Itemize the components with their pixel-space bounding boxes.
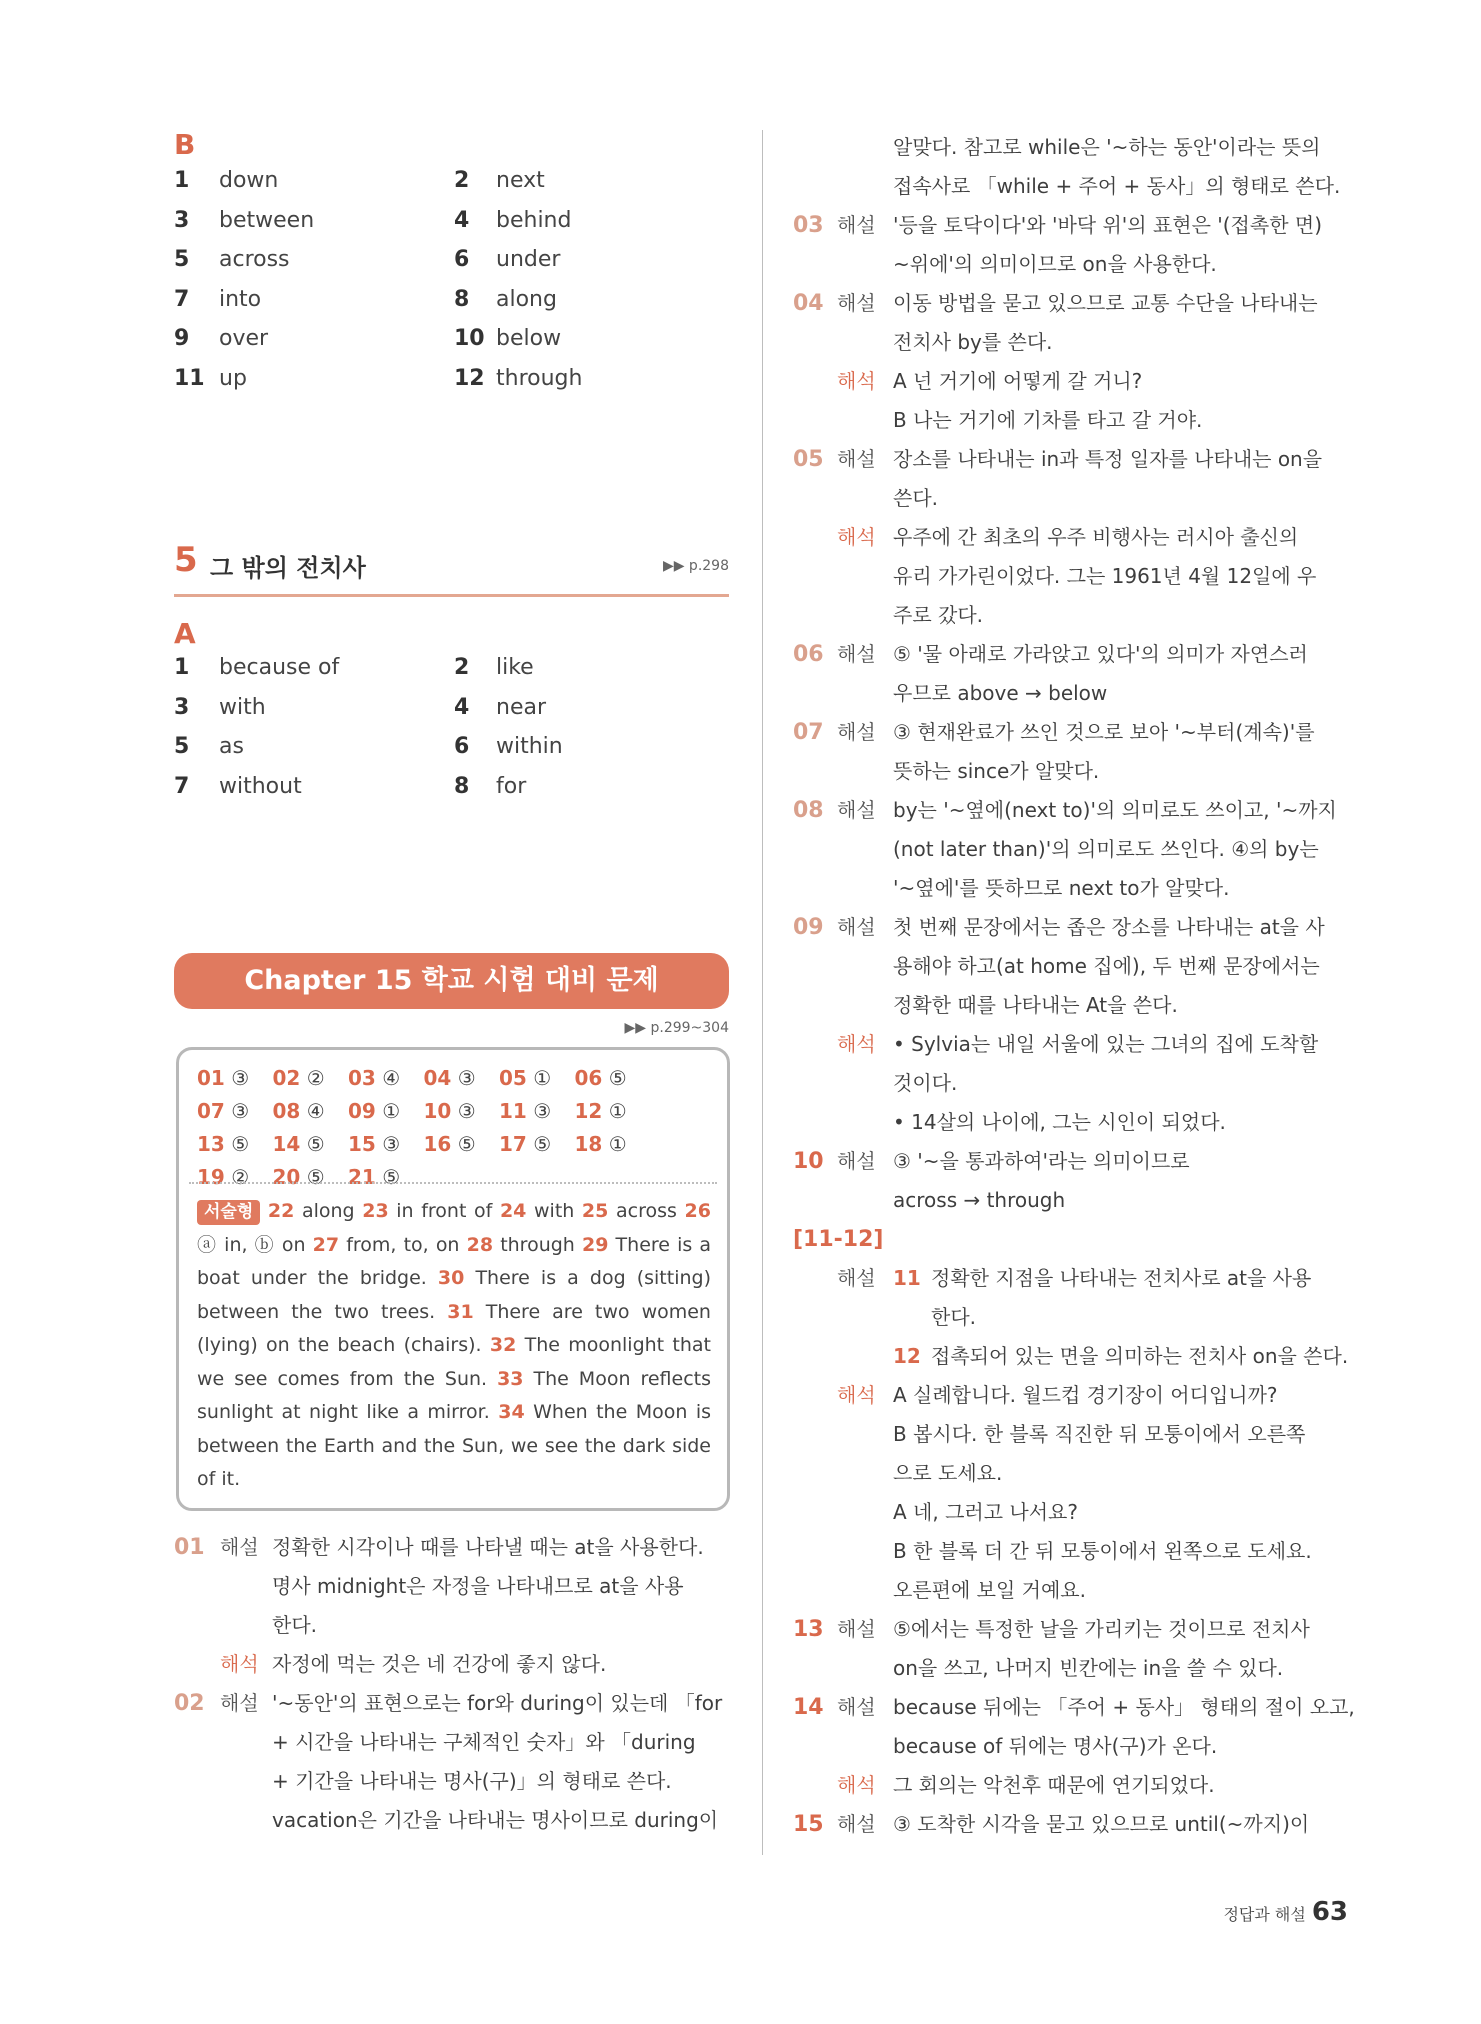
- written-question-number: 28: [466, 1233, 494, 1256]
- mc-answer: [348, 1066, 400, 1090]
- mc-answer: [197, 1066, 249, 1090]
- explanation-line: 한다.: [931, 1305, 976, 1329]
- explanation-line: vacation은 기간을 나타내는 명사이므로 during이: [272, 1808, 719, 1832]
- translation-line: A 네, 그러고 나서요?: [893, 1500, 1078, 1524]
- explanation-line: 용해야 하고(at home 집에), 두 번째 문장에서는: [893, 954, 1320, 978]
- translation-line: • Sylvia는 내일 서울에 있는 그녀의 집에 도착할: [893, 1032, 1319, 1056]
- mc-answer: [424, 1099, 476, 1123]
- written-answer-text: ⓐ in, ⓑ on: [197, 1233, 306, 1256]
- written-answer-text: along: [301, 1200, 355, 1222]
- mc-answer-value: ⑤: [306, 1132, 325, 1156]
- mc-question-number: 14: [272, 1132, 301, 1156]
- mc-answer-value: ⑤: [306, 1165, 325, 1189]
- mc-question-number: 01: [197, 1066, 225, 1090]
- mc-question-number: 07: [197, 1099, 225, 1123]
- written-question-number: 30: [437, 1267, 465, 1289]
- haeseok-label: 해석: [837, 1032, 876, 1056]
- mc-question-number: 21: [348, 1165, 376, 1189]
- chapter-banner: Chapter 15 학교 시험 대비 문제: [174, 953, 729, 1009]
- mc-answer-value: ①: [533, 1066, 552, 1090]
- mc-answer-value: ⑤: [231, 1132, 250, 1156]
- question-group-number: [11-12]: [793, 1227, 884, 1252]
- haeseol-label: 해설: [837, 915, 876, 939]
- answer-row: [174, 287, 734, 327]
- page-reference: ▶▶ p.298: [662, 558, 729, 574]
- answer-number: 2: [454, 655, 470, 680]
- written-question-number: 32: [489, 1334, 517, 1356]
- written-answer-text: There is a dog (sitting) between the two trees.: [197, 1267, 711, 1323]
- question-number: 07: [793, 720, 824, 745]
- answer-text: into: [219, 286, 262, 312]
- answer-text: over: [219, 326, 269, 351]
- explanation-line: (not later than)'의 의미로도 쓰인다. ④의 by는: [893, 837, 1319, 861]
- answer-row: [174, 774, 734, 814]
- haeseol-label: 해설: [837, 720, 876, 744]
- mc-answer: [197, 1099, 249, 1123]
- explanation-line: 접촉되어 있는 면을 의미하는 전치사 on을 쓴다.: [931, 1344, 1349, 1368]
- answer-number: 3: [174, 207, 190, 233]
- haeseok-label: 해석: [837, 1773, 876, 1797]
- mc-question-number: 15: [348, 1132, 376, 1156]
- written-answer-text: through: [500, 1233, 575, 1256]
- answer-number: 10: [454, 326, 485, 351]
- explanation-line: ③ 도착한 시각을 묻고 있으므로 until(~까지)이: [893, 1812, 1310, 1836]
- mc-answer-value: ③: [457, 1066, 476, 1090]
- answer-number: 1: [174, 655, 190, 680]
- answer-row: [174, 168, 734, 208]
- written-answer-text: across: [615, 1200, 677, 1222]
- haeseol-label: 해설: [837, 1812, 876, 1836]
- answer-row: [174, 208, 734, 248]
- mc-answer: [348, 1099, 400, 1123]
- explanation-line: 장소를 나타내는 in과 특정 일자를 나타내는 on을: [893, 447, 1323, 471]
- explanation-line: '등을 토닥이다'와 '바닥 위'의 표현은 '(접촉한 면): [893, 213, 1322, 237]
- mc-question-number: 20: [272, 1165, 301, 1189]
- explanation-line: ③ 현재완료가 쓰인 것으로 보아 '~부터(계속)'를: [893, 720, 1315, 744]
- mc-answer-value: ③: [382, 1132, 401, 1156]
- answer-row: [174, 695, 734, 735]
- answer-text: between: [219, 207, 315, 233]
- answer-number: 8: [454, 286, 470, 312]
- page-number: 63: [1311, 1897, 1348, 1927]
- answer-row: [174, 326, 734, 366]
- explanation-line: 전치사 by를 쓴다.: [893, 330, 1053, 354]
- explanation-line: ③ '~을 통과하여'라는 의미이므로: [893, 1149, 1190, 1173]
- mc-answer-value: ④: [382, 1066, 401, 1090]
- mc-question-number: 06: [574, 1066, 603, 1090]
- sub-question-number: 12: [893, 1344, 921, 1368]
- section-a-letter: A: [174, 617, 196, 650]
- answer-text: without: [219, 773, 302, 799]
- mc-answer: [273, 1132, 325, 1156]
- answer-text: next: [496, 168, 545, 193]
- translation-line: 오른편에 보일 거예요.: [893, 1578, 1086, 1602]
- mc-answer: [424, 1132, 476, 1156]
- explanation-line: because of 뒤에는 명사(구)가 온다.: [893, 1734, 1218, 1758]
- answer-number: 9: [174, 326, 190, 351]
- mc-answer: [499, 1066, 551, 1090]
- written-question-number: 24: [499, 1200, 527, 1222]
- answer-text: up: [219, 365, 247, 391]
- haeseol-label: 해설: [837, 798, 876, 822]
- explanation-line: ~위에'의 의미이므로 on을 사용한다.: [893, 252, 1217, 276]
- answer-number: 7: [174, 286, 190, 312]
- answer-text: along: [496, 286, 557, 312]
- written-question-number: 22: [267, 1200, 295, 1222]
- explanation-line: '~동안'의 표현으로는 for와 during이 있는데 「for: [272, 1691, 723, 1715]
- answer-number: 4: [454, 694, 470, 720]
- question-number: 15: [793, 1812, 824, 1837]
- chapter-page-reference: ▶▶ p.299~304: [624, 1020, 729, 1036]
- explanation-line: + 시간을 나타내는 구체적인 숫자」와 「during: [272, 1730, 696, 1754]
- question-number: 03: [793, 213, 824, 238]
- answer-text: behind: [496, 207, 572, 233]
- column-divider: [762, 130, 763, 1855]
- answer-text: below: [496, 326, 562, 351]
- translation-line: • 14살의 나이에, 그는 시인이 되었다.: [893, 1110, 1226, 1134]
- explanation-line: 우므로 above → below: [893, 681, 1108, 705]
- answer-number: 4: [454, 207, 470, 233]
- written-question-number: 29: [581, 1233, 609, 1256]
- explanation-line: ⑤ '물 아래로 가라앉고 있다'의 의미가 자연스러: [893, 642, 1308, 666]
- translation-line: 우주에 간 최초의 우주 비행사는 러시아 출신의: [893, 525, 1299, 549]
- question-number: 05: [793, 447, 824, 472]
- answer-text: through: [496, 365, 583, 391]
- mc-question-number: 19: [197, 1165, 225, 1189]
- mc-question-number: 05: [499, 1066, 527, 1090]
- mc-answer: [575, 1066, 627, 1090]
- written-question-number: 26: [684, 1200, 711, 1222]
- translation-line: 주로 갔다.: [893, 603, 983, 627]
- mc-question-number: 17: [499, 1132, 527, 1156]
- question-number: 14: [793, 1695, 824, 1720]
- mc-answer: [197, 1165, 249, 1189]
- mc-question-number: 11: [499, 1099, 527, 1123]
- answer-text: like: [496, 655, 534, 680]
- sub-question-number: 11: [893, 1266, 921, 1290]
- mc-answer-value: ⑤: [608, 1066, 627, 1090]
- mc-question-number: 10: [423, 1099, 452, 1123]
- translation-line: A 실례합니다. 월드컵 경기장이 어디입니까?: [893, 1383, 1278, 1407]
- section-number: 5: [174, 540, 198, 580]
- mc-answer: [197, 1132, 249, 1156]
- translation-line: 것이다.: [893, 1071, 958, 1095]
- written-answer-text: There is a boat under the bridge.: [197, 1233, 712, 1289]
- mc-question-number: 16: [423, 1132, 452, 1156]
- haeseol-label: 해설: [837, 642, 876, 666]
- page-footer: [1223, 1897, 1348, 1927]
- answer-key-box: [176, 1047, 730, 1511]
- haeseol-label: 해설: [837, 1266, 876, 1290]
- written-question-number: 25: [581, 1200, 609, 1222]
- answer-text: across: [219, 247, 290, 272]
- question-number: 06: [793, 642, 824, 667]
- dotted-divider: [189, 1182, 717, 1184]
- haeseol-label: 해설: [837, 291, 876, 315]
- written-answer-text: from, to, on: [346, 1233, 460, 1256]
- answer-number: 1: [174, 168, 190, 193]
- written-question-number: 33: [497, 1367, 524, 1390]
- written-answer-text: with: [534, 1200, 575, 1222]
- explanation-line: ⑤에서는 특정한 날을 가리키는 것이므로 전치사: [893, 1617, 1310, 1641]
- written-answer-text: There are two women (lying) on the beach (chairs).: [197, 1300, 711, 1356]
- answer-text: as: [219, 734, 244, 759]
- answer-text: under: [496, 247, 561, 272]
- answer-text: within: [496, 734, 563, 759]
- mc-answer: [575, 1132, 627, 1156]
- haeseol-label: 해설: [220, 1535, 259, 1559]
- translation-line: A 넌 거기에 어떻게 갈 거니?: [893, 369, 1143, 393]
- mc-question-number: 09: [348, 1099, 376, 1123]
- mc-answer: [273, 1066, 325, 1090]
- written-answer-text: in front of: [396, 1200, 493, 1222]
- written-question-number: 27: [312, 1233, 340, 1256]
- mc-answer-value: ⑤: [382, 1165, 401, 1189]
- translation-line: 자정에 먹는 것은 네 건강에 좋지 않다.: [272, 1652, 607, 1676]
- explanation-line: on을 쓰고, 나머지 빈칸에는 in을 쓸 수 있다.: [893, 1656, 1284, 1680]
- answer-text: because of: [219, 655, 340, 680]
- right-explanations: [793, 128, 1353, 1848]
- mc-answer: [575, 1099, 627, 1123]
- mc-answer-value: ①: [608, 1099, 627, 1123]
- haeseok-label: 해석: [837, 525, 876, 549]
- question-number: 09: [793, 915, 824, 940]
- mc-answer-value: ③: [231, 1099, 250, 1123]
- answer-number: 11: [174, 365, 205, 391]
- answer-text: near: [496, 694, 547, 720]
- mc-question-number: 03: [348, 1066, 376, 1090]
- explanation-line: 정확한 시각이나 때를 나타낼 때는 at을 사용한다.: [272, 1535, 704, 1559]
- mc-question-number: 04: [423, 1066, 452, 1090]
- mc-answer-value: ③: [533, 1099, 552, 1123]
- written-question-number: 23: [362, 1200, 389, 1222]
- section-title: 그 밖의 전치사: [210, 554, 366, 582]
- haeseok-label: 해석: [220, 1652, 259, 1676]
- mc-answer: [424, 1066, 476, 1090]
- answer-row: [174, 247, 734, 287]
- mc-answer-value: ⑤: [533, 1132, 552, 1156]
- mc-answer-value: ②: [306, 1066, 325, 1090]
- answer-number: 7: [174, 773, 190, 799]
- multiple-choice-answers: [197, 1062, 711, 1194]
- haeseol-label: 해설: [837, 1695, 876, 1719]
- answer-text: down: [219, 168, 279, 193]
- explanation-01: [174, 1528, 734, 1848]
- explanation-line: 쓴다.: [893, 486, 938, 510]
- haeseok-label: 해석: [837, 1383, 876, 1407]
- answer-number: 5: [174, 734, 190, 759]
- mc-answer-value: ①: [382, 1099, 401, 1123]
- answer-number: 6: [454, 734, 470, 759]
- haeseol-label: 해설: [837, 1617, 876, 1641]
- question-number: 04: [793, 291, 824, 316]
- answer-row: [174, 734, 734, 774]
- written-question-number: 31: [447, 1300, 474, 1323]
- written-answer-tag: 서술형: [197, 1200, 260, 1225]
- mc-question-number: 18: [574, 1132, 603, 1156]
- answer-text: with: [219, 694, 266, 720]
- question-number: 01: [174, 1535, 205, 1560]
- written-answers: [197, 1195, 711, 1497]
- answer-row: [174, 366, 734, 406]
- mc-answer-value: ③: [457, 1099, 476, 1123]
- mc-answer: [273, 1099, 325, 1123]
- mc-answer: [348, 1132, 400, 1156]
- explanation-line: across → through: [893, 1188, 1066, 1212]
- mc-answer-value: ③: [231, 1066, 250, 1090]
- section-a-answers: [174, 655, 734, 813]
- explanation-line: 정확한 지점을 나타내는 전치사로 at을 사용: [931, 1266, 1312, 1290]
- mc-answer: [348, 1165, 400, 1189]
- explanation-line: by는 '~옆에(next to)'의 의미로도 쓰이고, '~까지: [893, 798, 1337, 822]
- explanation-line: 한다.: [272, 1613, 317, 1637]
- section-b-letter: B: [174, 128, 196, 161]
- answer-text: for: [496, 773, 527, 799]
- haeseol-label: 해설: [837, 447, 876, 471]
- translation-line: B 나는 거기에 기차를 타고 갈 거야.: [893, 408, 1203, 432]
- written-question-number: 34: [498, 1401, 525, 1423]
- answer-number: 5: [174, 247, 190, 272]
- mc-answer-value: ②: [231, 1165, 250, 1189]
- answer-number: 12: [454, 365, 485, 391]
- mc-answer: [499, 1099, 551, 1123]
- mc-answer-value: ⑤: [457, 1132, 476, 1156]
- answer-number: 3: [174, 694, 190, 720]
- question-number: 10: [793, 1149, 824, 1174]
- written-answer-text: The moonlight that we see comes from the Sun.: [197, 1334, 711, 1390]
- question-number: 02: [174, 1691, 205, 1716]
- section-b-answers: [174, 168, 734, 405]
- mc-answer-value: ①: [608, 1132, 627, 1156]
- mc-answer: [273, 1165, 325, 1189]
- explanation-line: 이동 방법을 묻고 있으므로 교통 수단을 나타내는: [893, 291, 1318, 315]
- answer-row: [174, 655, 734, 695]
- haeseol-label: 해설: [837, 213, 876, 237]
- translation-line: 그 회의는 악천후 때문에 연기되었다.: [893, 1773, 1215, 1797]
- question-number: 08: [793, 798, 824, 823]
- written-answer-text: The Moon reflects sunlight at night like a mirror.: [197, 1367, 711, 1423]
- haeseol-label: 해설: [220, 1691, 259, 1715]
- explanation-line: 정확한 때를 나타내는 At을 쓴다.: [893, 993, 1178, 1017]
- mc-answer-value: ④: [306, 1099, 325, 1123]
- mc-question-number: 13: [197, 1132, 225, 1156]
- answer-number: 6: [454, 247, 470, 272]
- mc-question-number: 12: [574, 1099, 603, 1123]
- explanation-line: 뜻하는 since가 알맞다.: [893, 759, 1100, 783]
- explanation-line: + 기간을 나타내는 명사(구)」의 형태로 쓴다.: [272, 1769, 672, 1793]
- explanation-line: 첫 번째 문장에서는 좁은 장소를 나타내는 at을 사: [893, 915, 1325, 939]
- written-answer-text: When the Moon is between the Earth and the Sun, we see the dark side of it.: [197, 1401, 711, 1490]
- haeseol-label: 해설: [837, 1149, 876, 1173]
- mc-question-number: 02: [272, 1066, 301, 1090]
- explanation-line: '~옆에'를 뜻하므로 next to가 알맞다.: [893, 876, 1230, 900]
- translation-line: 으로 도세요.: [893, 1461, 1003, 1485]
- answer-number: 8: [454, 773, 470, 799]
- translation-line: 유리 가가린이었다. 그는 1961년 4월 12일에 우: [893, 564, 1317, 588]
- haeseok-label: 해석: [837, 369, 876, 393]
- explanation-line: because 뒤에는 「주어 + 동사」 형태의 절이 오고,: [893, 1695, 1355, 1719]
- question-number: 13: [793, 1617, 824, 1642]
- explanation-line: 알맞다. 참고로 while은 '~하는 동안'이라는 뜻의: [893, 135, 1321, 159]
- translation-line: B 한 블록 더 간 뒤 모퉁이에서 왼쪽으로 도세요.: [893, 1539, 1312, 1563]
- mc-question-number: 08: [272, 1099, 301, 1123]
- answer-number: 2: [454, 168, 470, 193]
- explanation-line: 명사 midnight은 자정을 나타내므로 at을 사용: [272, 1574, 684, 1598]
- translation-line: B 봅시다. 한 블록 직진한 뒤 모퉁이에서 오른쪽: [893, 1422, 1306, 1446]
- explanation-line: 접속사로 「while + 주어 + 동사」의 형태로 쓴다.: [893, 174, 1341, 198]
- footer-label: 정답과 해설: [1223, 1905, 1306, 1924]
- section-5-heading: [174, 540, 729, 597]
- mc-answer: [499, 1132, 551, 1156]
